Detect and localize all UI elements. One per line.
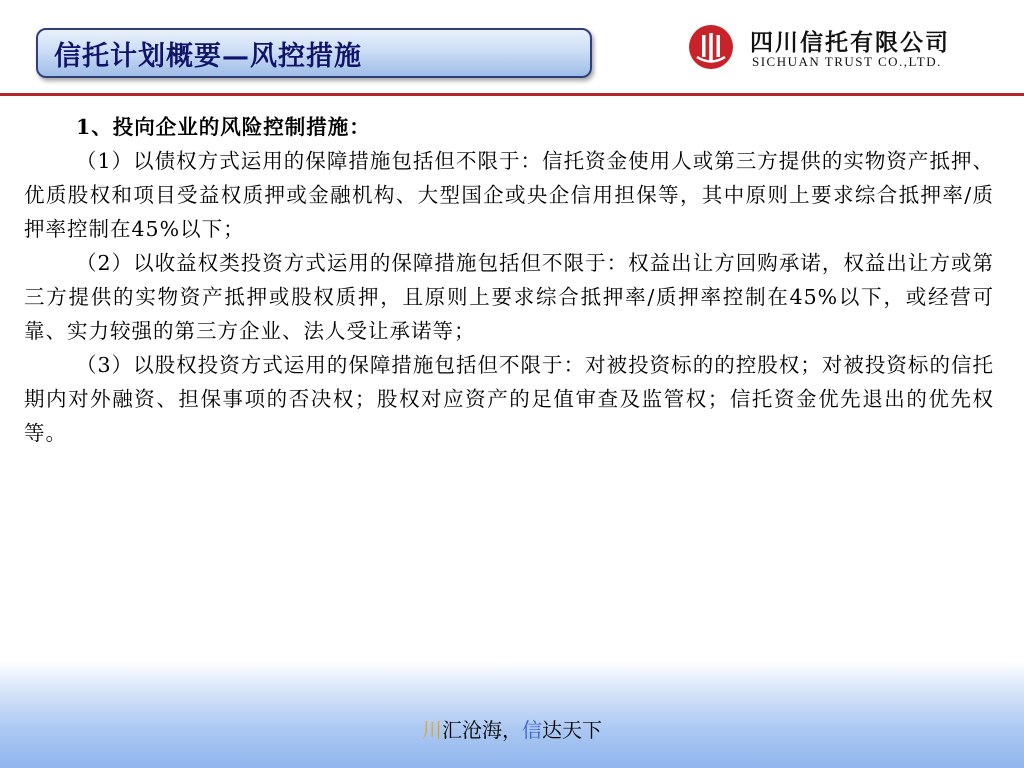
company-logo	[688, 22, 1004, 74]
slogan-text-1: 汇沧海，	[442, 718, 522, 742]
company-name-cn: 四川信托有限公司	[750, 29, 950, 56]
title-banner	[36, 28, 592, 78]
header-divider	[0, 93, 1024, 96]
slogan-accent-1: 川	[422, 718, 442, 742]
content-body	[24, 110, 994, 450]
paragraph-1: （1）以债权方式运用的保障措施包括但不限于：信托资金使用人或第三方提供的实物资产抵押、优质股权和项目受益权质押或金融机构、大型国企或央企信用担保等，其中原则上要求综合抵押率/质押率控制在45%以下；	[24, 149, 994, 241]
sichuan-trust-logo-icon	[688, 24, 734, 70]
paragraph-2: （2）以收益权类投资方式运用的保障措施包括但不限于：权益出让方回购承诺，权益出让方或第三方提供的实物资产抵押或股权质押，且原则上要求综合抵押率/质押率控制在45%以下，或经营可靠、实力较强的第三方企业、法人受让承诺等；	[24, 251, 994, 343]
footer-slogan	[0, 714, 1024, 743]
paragraph-3: （3）以股权投资方式运用的保障措施包括但不限于：对被投资标的的控股权；对被投资标的信托期内对外融资、担保事项的否决权；股权对应资产的足值审查及监管权；信托资金优先退出的优先权等。	[24, 353, 994, 445]
company-name-en: SICHUAN TRUST CO.,LTD.	[752, 54, 942, 69]
slogan-accent-2: 信	[522, 718, 542, 742]
page-title: 信托计划概要—风控措施	[54, 40, 362, 72]
section-heading: 1、投向企业的风险控制措施：	[76, 115, 371, 139]
slogan-text-2: 达天下	[542, 718, 602, 742]
